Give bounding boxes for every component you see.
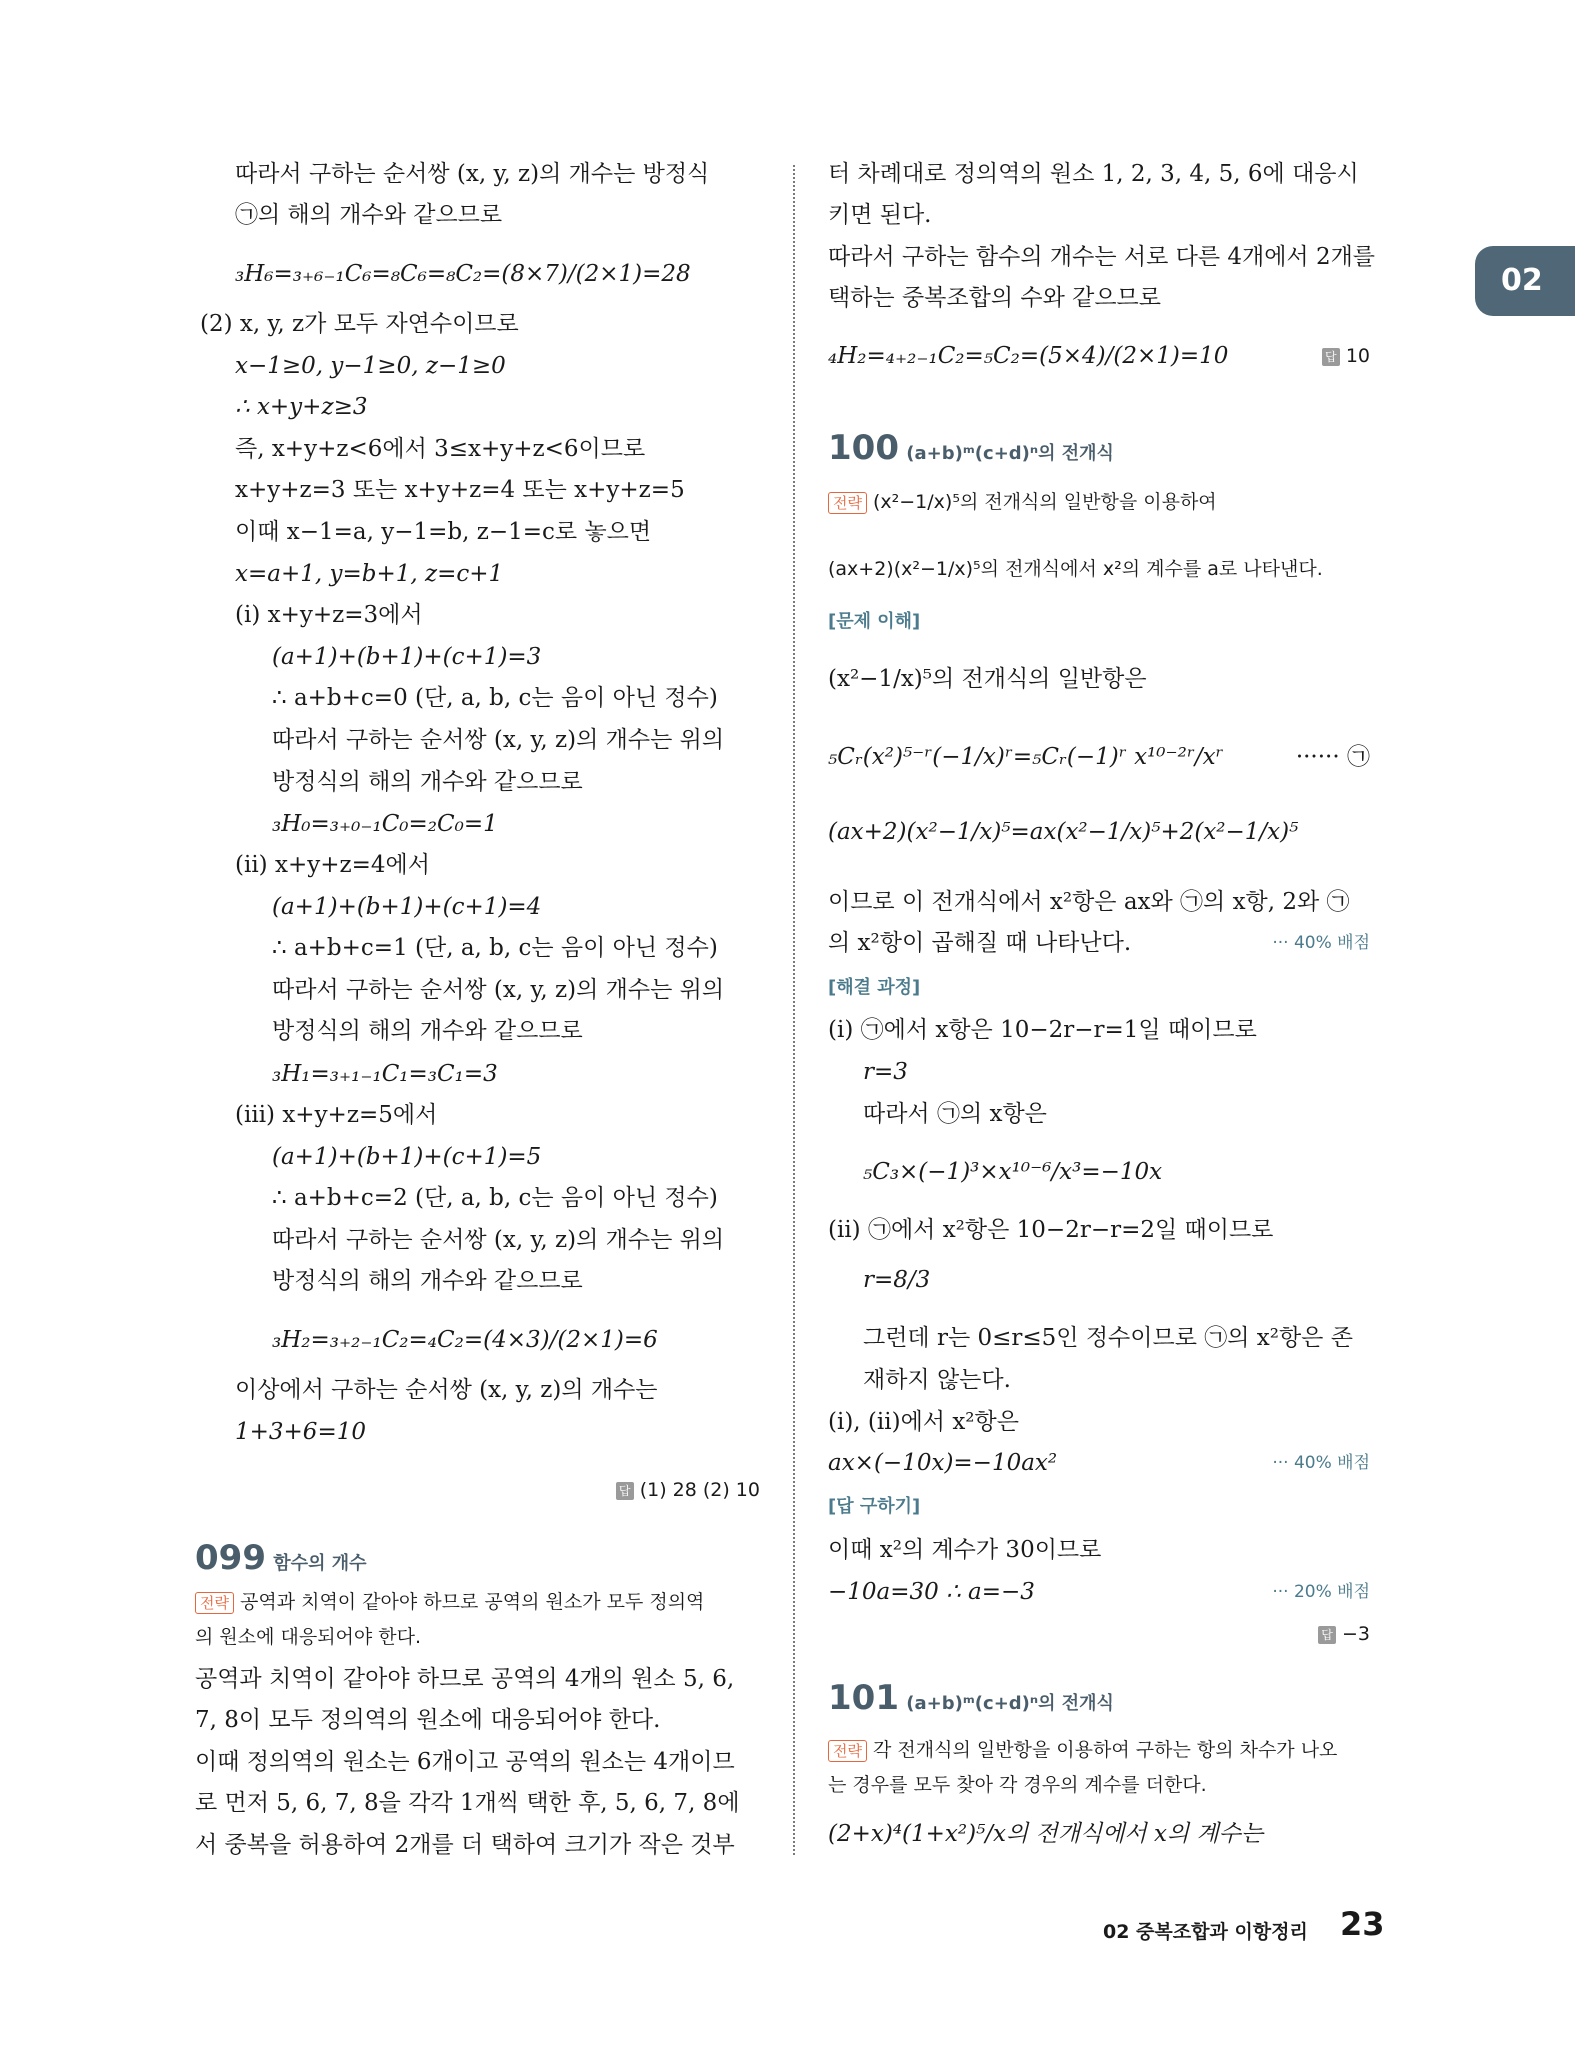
text-line: ∴ a+b+c=1 (단, a, b, c는 음이 아닌 정수)	[272, 935, 718, 961]
text-line: 즉, x+y+z<6에서 3≤x+y+z<6이므로	[235, 436, 646, 462]
formula-line: ₃H₂=₃₊₂₋₁C₂=₄C₂=(4×3)/(2×1)=6	[272, 1327, 658, 1353]
text-line: 따라서 구하는 순서쌍 (x, y, z)의 개수는 위의	[272, 727, 725, 753]
text-line: 따라서 구하는 순서쌍 (x, y, z)의 개수는 방정식	[235, 161, 710, 187]
formula-line: ₄H₂=₄₊₂₋₁C₂=₅C₂=(5×4)/(2×1)=10	[828, 343, 1229, 369]
strategy-line: 는 경우를 모두 찾아 각 경우의 계수를 더한다.	[828, 1774, 1207, 1796]
formula-line: r=8/3	[863, 1267, 931, 1293]
section-number: 101	[828, 1678, 899, 1718]
answer-line	[616, 1474, 760, 1506]
text-line: 로 먼저 5, 6, 7, 8을 각각 1개씩 택한 후, 5, 6, 7, 8에	[195, 1790, 740, 1816]
answer-icon: 답	[616, 1482, 634, 1500]
text-line: 재하지 않는다.	[863, 1367, 1011, 1393]
strategy-text: 공역과 치역이 같아야 하므로 공역의 원소가 모두 정의역	[239, 1591, 705, 1613]
formula-line: x=a+1, y=b+1, z=c+1	[235, 561, 504, 587]
formula-line: ₅C₃×(−1)³×x¹⁰⁻⁶/x³=−10x	[863, 1159, 1163, 1185]
text-line: 7, 8이 모두 정의역의 원소에 대응되어야 한다.	[195, 1707, 661, 1733]
formula-line: (ax+2)(x²−1/x)⁵=ax(x²−1/x)⁵+2(x²−1/x)⁵	[828, 819, 1299, 845]
score-label: ··· 40% 배점	[1272, 1453, 1370, 1473]
section-101-header	[828, 1678, 1114, 1724]
text-line: 방정식의 해의 개수와 같으므로	[272, 769, 583, 795]
column-divider	[793, 165, 795, 1855]
score-label: ··· 40% 배점	[1272, 933, 1370, 953]
formula-line: ∴ x+y+z≥3	[235, 394, 368, 420]
text-line: (2) x, y, z가 모두 자연수이므로	[200, 311, 519, 337]
formula-line: ₅Cᵣ(x²)⁵⁻ʳ(−1/x)ʳ=₅Cᵣ(−1)ʳ x¹⁰⁻²ʳ/xʳ	[828, 744, 1224, 770]
section-title: (a+b)ᵐ(c+d)ⁿ의 전개식	[906, 1693, 1114, 1714]
text-line: x+y+z=3 또는 x+y+z=4 또는 x+y+z=5	[235, 477, 685, 503]
answer-line	[1322, 340, 1370, 372]
answer-text: (1) 28 (2) 10	[639, 1479, 760, 1501]
text-line: ㉠의 해의 개수와 같으므로	[235, 202, 503, 228]
section-title: 함수의 개수	[273, 1553, 367, 1574]
formula-line: (2+x)⁴(1+x²)⁵/x의 전개식에서 x의 계수는	[828, 1821, 1264, 1847]
formula-line: ax×(−10x)=−10ax²	[828, 1450, 1058, 1476]
formula-line: (a+1)+(b+1)+(c+1)=4	[272, 894, 542, 920]
formula-line: 1+3+6=10	[235, 1419, 366, 1445]
text-line: 이때 정의역의 원소는 6개이고 공역의 원소는 4개이므	[195, 1749, 735, 1775]
formula-line: −10a=30 ∴ a=−3	[828, 1579, 1035, 1605]
step-heading: [답 구하기]	[828, 1496, 921, 1517]
strategy-line: 의 원소에 대응되어야 한다.	[195, 1626, 422, 1648]
strategy-badge: 전략	[828, 492, 867, 514]
answer-text: 10	[1345, 345, 1370, 367]
strategy-line	[828, 1734, 1337, 1766]
formula-line: ₃H₁=₃₊₁₋₁C₁=₃C₁=3	[272, 1061, 498, 1087]
text-line: 터 차례대로 정의역의 원소 1, 2, 3, 4, 5, 6에 대응시	[828, 161, 1359, 187]
equation-marker: ······ ㉠	[1295, 744, 1370, 770]
text-line: 택하는 중복조합의 수와 같으므로	[828, 285, 1161, 311]
text-line: 따라서 구하는 순서쌍 (x, y, z)의 개수는 위의	[272, 1227, 725, 1253]
text-line: 의 x²항이 곱해질 때 나타난다.	[828, 930, 1132, 956]
text-line: 따라서 구하는 순서쌍 (x, y, z)의 개수는 위의	[272, 977, 725, 1003]
strategy-line: (ax+2)(x²−1/x)⁵의 전개식에서 x²의 계수를 a로 나타낸다.	[828, 558, 1323, 580]
answer-icon: 답	[1318, 1626, 1336, 1644]
text-line: 그런데 r는 0≤r≤5인 정수이므로 ㉠의 x²항은 존	[863, 1325, 1353, 1351]
section-099-header	[195, 1538, 367, 1584]
text-line: 이므로 이 전개식에서 x²항은 ax와 ㉠의 x항, 2와 ㉠	[828, 889, 1350, 915]
text-line: (ⅰ), (ⅱ)에서 x²항은	[828, 1409, 1019, 1435]
text-line: ∴ a+b+c=0 (단, a, b, c는 음이 아닌 정수)	[272, 685, 718, 711]
text-line: 서 중복을 허용하여 2개를 더 택하여 크기가 작은 것부	[195, 1832, 735, 1858]
text-line: 따라서 ㉠의 x항은	[863, 1101, 1047, 1127]
strategy-badge: 전략	[195, 1592, 234, 1614]
text-line: 방정식의 해의 개수와 같으므로	[272, 1018, 583, 1044]
strategy-text: (x²−1/x)⁵의 전개식의 일반항을 이용하여	[872, 491, 1217, 513]
text-line: 이상에서 구하는 순서쌍 (x, y, z)의 개수는	[235, 1377, 658, 1403]
text-line: 이때 x²의 계수가 30이므로	[828, 1537, 1102, 1563]
section-100-header	[828, 428, 1114, 474]
page-number: 23	[1340, 1905, 1385, 1943]
text-line: 공역과 치역이 같아야 하므로 공역의 4개의 원소 5, 6,	[195, 1666, 735, 1692]
score-label: ··· 20% 배점	[1272, 1582, 1370, 1602]
strategy-badge: 전략	[828, 1740, 867, 1762]
chapter-tab: 02	[1475, 246, 1575, 316]
text-line: 키면 된다.	[828, 202, 932, 228]
formula-line: r=3	[863, 1059, 908, 1085]
text-line: 따라서 구하는 함수의 개수는 서로 다른 4개에서 2개를	[828, 244, 1376, 270]
answer-text: −3	[1341, 1623, 1370, 1645]
formula-line: ₃H₀=₃₊₀₋₁C₀=₂C₀=1	[272, 811, 498, 837]
strategy-line	[195, 1586, 704, 1618]
text-line: (x²−1/x)⁵의 전개식의 일반항은	[828, 666, 1147, 692]
section-number: 099	[195, 1538, 266, 1578]
case-heading: (ⅲ) x+y+z=5에서	[235, 1102, 438, 1128]
formula-line: ₃H₆=₃₊₆₋₁C₆=₈C₆=₈C₂=(8×7)/(2×1)=28	[235, 261, 691, 287]
text-line: 이때 x−1=a, y−1=b, z−1=c로 놓으면	[235, 519, 652, 545]
section-number: 100	[828, 428, 899, 468]
case-heading: (ⅰ) x+y+z=3에서	[235, 602, 423, 628]
step-heading: [해결 과정]	[828, 977, 921, 998]
formula-line: x−1≥0, y−1≥0, z−1≥0	[235, 353, 506, 379]
answer-icon: 답	[1322, 348, 1340, 366]
formula-line: (a+1)+(b+1)+(c+1)=3	[272, 644, 542, 670]
section-title: (a+b)ᵐ(c+d)ⁿ의 전개식	[906, 443, 1114, 464]
case-heading: (ⅰ) ㉠에서 x항은 10−2r−r=1일 때이므로	[828, 1017, 1257, 1043]
text-line: 방정식의 해의 개수와 같으므로	[272, 1268, 583, 1294]
strategy-line	[828, 486, 1217, 518]
case-heading: (ⅱ) x+y+z=4에서	[235, 852, 430, 878]
formula-line: (a+1)+(b+1)+(c+1)=5	[272, 1144, 542, 1170]
case-heading: (ⅱ) ㉠에서 x²항은 10−2r−r=2일 때이므로	[828, 1217, 1274, 1243]
footer-chapter-title: 02 중복조합과 이항정리	[1103, 1921, 1308, 1943]
answer-line	[1318, 1618, 1370, 1650]
step-heading: [문제 이해]	[828, 611, 921, 632]
strategy-text: 각 전개식의 일반항을 이용하여 구하는 항의 차수가 나오	[872, 1739, 1338, 1761]
text-line: ∴ a+b+c=2 (단, a, b, c는 음이 아닌 정수)	[272, 1185, 718, 1211]
